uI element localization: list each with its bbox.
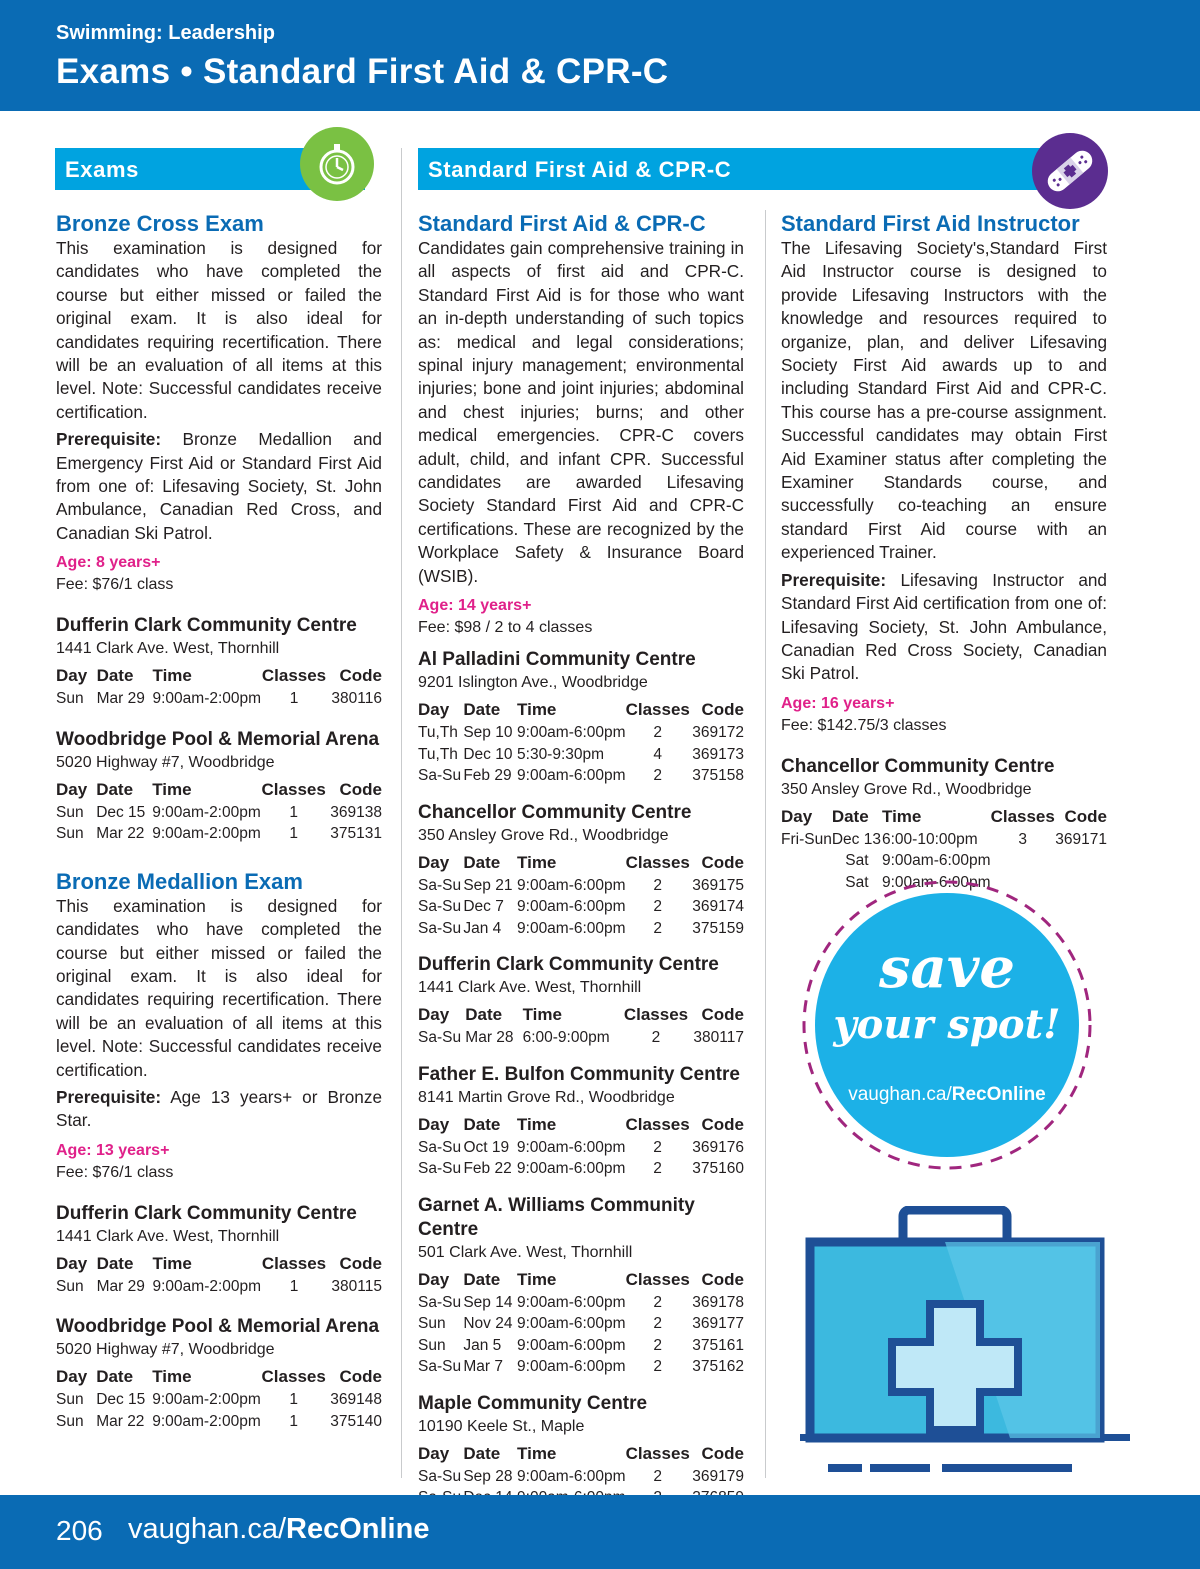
table-row (56, 823, 382, 845)
cell-day: Sa-Su (418, 1358, 462, 1376)
cell-date: Feb 29 (463, 767, 512, 785)
cell-date: Nov 24 (463, 1315, 513, 1333)
cell-time: 9:00am-6:00pm (882, 873, 991, 891)
cell-code: 369174 (692, 898, 744, 916)
cell-classes (991, 850, 1055, 872)
cell-date: Sat (845, 873, 869, 891)
venue-name: Father E. Bulfon Community Centre (418, 1063, 740, 1085)
cell-classes: 1 (289, 825, 298, 843)
header-date: Date (463, 1114, 501, 1134)
instructor-column (781, 211, 1107, 893)
header-time: Time (517, 700, 557, 720)
fee: Fee: $98 / 2 to 4 classes (418, 619, 593, 637)
first-aid-kit-icon (800, 1206, 1134, 1476)
cell-code: 375162 (692, 1358, 744, 1376)
course-title: Bronze Medallion Exam (56, 868, 303, 894)
cell-date: Dec 10 (463, 745, 513, 763)
header-classes: Classes (990, 806, 1055, 826)
cell-date: Sep 14 (463, 1293, 513, 1311)
cell-classes: 2 (653, 1138, 662, 1156)
cell-time: 9:00am-2:00pm (152, 1391, 261, 1409)
page-number: 206 (56, 1515, 103, 1546)
venue-name: Dufferin Clark Community Centre (56, 615, 357, 637)
venue-address: 9201 Islington Ave., Woodbridge (418, 674, 648, 692)
schedule-header-row (781, 805, 1107, 829)
header-day: Day (418, 1114, 450, 1134)
schedule-table (56, 1365, 382, 1432)
cell-classes: 2 (653, 919, 663, 937)
cell-time: 9:00am-6:00pm (517, 919, 626, 937)
schedule-header-row (418, 1113, 744, 1137)
table-row (56, 1389, 382, 1411)
cell-code: 369138 (330, 803, 382, 821)
cell-day: Sa-Su (418, 1138, 462, 1156)
cell-date: Mar 22 (96, 825, 145, 843)
cell-classes: 2 (653, 898, 663, 916)
age-requirement: Age: 16 years+ (781, 694, 895, 712)
fee: Fee: $76/1 class (56, 1163, 174, 1181)
page-header (0, 0, 1200, 111)
cell-code (1055, 850, 1107, 872)
schedule-header-row (418, 851, 744, 875)
cell-code: 369176 (692, 1138, 744, 1156)
cell-day: Tu,Th (418, 724, 458, 742)
header-date: Date (96, 779, 134, 799)
cell-day: Sun (56, 825, 84, 843)
header-time: Time (517, 852, 557, 872)
venue-name: Chancellor Community Centre (781, 755, 1055, 777)
cell-date: Sep 21 (463, 876, 513, 894)
header-code: Code (701, 700, 744, 720)
cell-code: 369148 (330, 1391, 382, 1409)
cell-classes: 4 (653, 745, 663, 763)
cell-time: 9:00am-6:00pm (517, 1293, 626, 1311)
sfa-section-bar (418, 148, 1068, 190)
venue-name: Garnet A. Williams Community Centre (418, 1194, 695, 1240)
cell-code: 369177 (692, 1315, 744, 1333)
schedule-header-row (56, 778, 382, 802)
cell-day: Sa-Su (418, 1160, 462, 1178)
header-time: Time (152, 666, 192, 686)
venue-address: 10190 Keele St., Maple (418, 1417, 585, 1435)
fee: Fee: $76/1 class (56, 576, 174, 594)
header-day: Day (418, 1269, 450, 1289)
venue-name: Maple Community Centre (418, 1392, 648, 1414)
table-row (56, 1411, 382, 1433)
header-day: Day (56, 1367, 88, 1387)
table-row (418, 765, 744, 787)
cell-day: Sa-Su (418, 898, 462, 916)
header-date: Date (96, 1253, 134, 1273)
cell-classes: 2 (653, 767, 663, 785)
table-row (418, 875, 744, 897)
schedule-table (56, 664, 382, 710)
header-date: Date (465, 1005, 503, 1025)
schedule-header-row (56, 1252, 382, 1276)
cell-classes: 1 (289, 690, 299, 708)
cell-classes: 2 (653, 1336, 663, 1354)
header-date: Date (96, 666, 134, 686)
table-row (56, 802, 382, 824)
cell-time: 9:00am-6:00pm (517, 1315, 626, 1333)
sfa-section-label: Standard First Aid & CPR-C (428, 157, 732, 182)
header-classes: Classes (625, 1269, 690, 1289)
cell-time: 5:30-9:30pm (517, 745, 605, 763)
venue-address: 501 Clark Ave. West, Thornhill (418, 1243, 633, 1261)
prerequisite-label: Prerequisite: (781, 569, 887, 590)
table-row (418, 1292, 744, 1314)
header-day: Day (781, 806, 813, 826)
cell-day: Sa-Su (418, 1467, 462, 1485)
cell-classes: 1 (289, 1412, 298, 1430)
cell-time: 9:00am-2:00pm (152, 803, 261, 821)
venue-name: Woodbridge Pool & Memorial Arena (56, 1316, 380, 1338)
table-row (418, 896, 744, 918)
promo-link-prefix: vaughan.ca/ (848, 1084, 952, 1105)
cell-date: Dec 7 (463, 898, 504, 916)
cell-classes: 1 (289, 1391, 298, 1409)
save-your-spot-promo[interactable] (798, 876, 1096, 1174)
cell-date: Mar 29 (96, 690, 145, 708)
cell-date: Mar 29 (96, 1277, 145, 1295)
table-row (56, 688, 382, 710)
cell-code: 369179 (692, 1467, 744, 1485)
cell-time: 9:00am-6:00pm (516, 1160, 626, 1178)
cell-time: 9:00am-6:00pm (517, 767, 626, 785)
table-row (781, 829, 1107, 851)
header-time: Time (152, 1367, 192, 1387)
cell-code: 375131 (330, 825, 382, 843)
venue-address: 1441 Clark Ave. West, Thornhill (418, 979, 642, 997)
cell-time: 9:00am-6:00pm (882, 852, 991, 870)
age-requirement: Age: 14 years+ (418, 597, 532, 615)
venue-address: 1441 Clark Ave. West, Thornhill (56, 1227, 280, 1245)
cell-day: Sa-Su (418, 876, 462, 894)
column-divider (765, 210, 766, 1478)
venue-name: Chancellor Community Centre (418, 801, 692, 823)
header-time: Time (517, 1269, 557, 1289)
header-date: Date (96, 1367, 134, 1387)
header-classes: Classes (625, 1443, 690, 1463)
cell-time: 9:00am-6:00pm (517, 1336, 626, 1354)
header-code: Code (701, 1443, 744, 1463)
cell-classes: 3 (1018, 830, 1028, 848)
cell-time: 9:00am-6:00pm (517, 898, 626, 916)
cell-date: Jan 4 (463, 919, 502, 937)
schedule-table (56, 1252, 382, 1298)
header-day: Day (56, 779, 88, 799)
cell-date: Mar 28 (465, 1029, 514, 1047)
cell-day: Sun (418, 1315, 446, 1333)
cell-code: 380115 (331, 1277, 382, 1295)
prerequisite-label: Prerequisite: (56, 429, 162, 450)
schedule-header-row (418, 1268, 744, 1292)
cell-classes: 2 (653, 876, 663, 894)
cell-code: 369171 (1055, 830, 1107, 848)
header-time: Time (517, 1443, 557, 1463)
course-title: Standard First Aid & CPR-C (418, 211, 706, 236)
cell-time: 9:00am-6:00pm (517, 1467, 626, 1485)
header-code: Code (701, 1114, 744, 1134)
schedule-header-row (418, 1003, 744, 1027)
header-code: Code (701, 852, 744, 872)
course-description: The Lifesaving Society's,Standard First Aid Instructor course is designed to provide Lifesaving Instructors with the knowledge and resources required to organize, plan, and deliver Lifesaving Society First Aid awards up to and including Standard First Aid and CPR-C. This course has a pre-course assignment. Successful candidates may obtain First Aid Examiner status after completing the Examiner Standards course, and successfully co-teaching an ensure standard First Aid course with an experienced Trainer. (781, 238, 1107, 563)
schedule-header-row (418, 698, 744, 722)
age-requirement: Age: 13 years+ (56, 1141, 170, 1159)
table-row (418, 1356, 744, 1378)
header-code: Code (339, 1367, 382, 1387)
cell-classes: 1 (289, 803, 298, 821)
cell-date: Oct 19 (463, 1138, 510, 1156)
cell-day: Sun (56, 1391, 84, 1409)
cell-classes: 2 (653, 724, 663, 742)
cell-date: Mar 7 (463, 1358, 503, 1376)
cell-date: Feb 22 (463, 1160, 512, 1178)
bandage-icon (1032, 133, 1108, 209)
page-title: Exams • Standard First Aid & CPR-C (56, 52, 669, 91)
venue-name: Dufferin Clark Community Centre (56, 1202, 357, 1224)
prerequisite-text: Bronze Medallion and Emergency First Aid or Standard First Aid from one of: Lifesaving Society, St. John Ambulance, Canadian Red Cross, and Canadian Ski Patrol. (56, 429, 382, 543)
cell-day (781, 850, 832, 872)
cell-day: Sun (56, 1277, 84, 1295)
cell-classes: 2 (653, 1315, 663, 1333)
cell-date: Dec 15 (96, 803, 146, 821)
cell-code: 375140 (330, 1412, 382, 1430)
sfa-column (418, 211, 744, 1530)
header-classes: Classes (625, 700, 690, 720)
schedule-header-row (56, 1365, 382, 1389)
course-prerequisite (56, 428, 382, 545)
cell-time: 6:00-9:00pm (522, 1029, 610, 1047)
schedule-table (418, 851, 744, 940)
schedule-table (56, 778, 382, 845)
promo-link-bold: RecOnline (951, 1084, 1046, 1105)
cell-classes: 2 (653, 1467, 663, 1485)
cell-day: Sa-Su (418, 1293, 462, 1311)
cell-classes: 2 (653, 1160, 662, 1178)
header-day: Day (56, 666, 88, 686)
cell-day: Sa-Su (418, 919, 462, 937)
course-title: Bronze Cross Exam (56, 211, 264, 236)
cell-code: 380116 (331, 690, 382, 708)
schedule-table (418, 1003, 744, 1049)
header-day: Day (418, 1005, 450, 1025)
prerequisite-text: Lifesaving Instructor and Standard First Aid certification from one of: Lifesaving Society, St. John Ambulance, Canadian Red Cross Society, Canadian Ski Patrol. (781, 569, 1107, 684)
cell-day: Sun (418, 1336, 446, 1354)
header-time: Time (522, 1005, 562, 1025)
header-subtitle: Swimming: Leadership (56, 22, 275, 44)
footer-link-bold: RecOnline (286, 1513, 430, 1545)
cell-date: Dec 15 (96, 1391, 146, 1409)
venue-name: Dufferin Clark Community Centre (418, 954, 719, 976)
cell-time: 9:00am-6:00pm (516, 1138, 626, 1156)
cell-date: Mar 22 (96, 1412, 145, 1430)
cell-code: 369178 (692, 1293, 744, 1311)
header-classes: Classes (261, 1253, 327, 1273)
age-requirement: Age: 8 years+ (56, 554, 161, 572)
cell-date: Sat (845, 852, 869, 870)
footer-link-prefix: vaughan.ca/ (128, 1513, 287, 1545)
venue-address: 5020 Highway #7, Woodbridge (56, 1341, 275, 1359)
table-row (418, 1137, 744, 1159)
cell-date: Sep 10 (463, 724, 513, 742)
header-date: Date (463, 852, 501, 872)
header-classes: Classes (623, 1005, 689, 1025)
header-classes: Classes (261, 1367, 326, 1387)
cell-code: 369175 (692, 876, 744, 894)
table-row (418, 1313, 744, 1335)
table-row (781, 850, 1107, 872)
column-divider (401, 148, 402, 1478)
cell-code: 369172 (692, 724, 744, 742)
cell-date: Sep 28 (463, 1467, 513, 1485)
cell-code: 380117 (693, 1029, 744, 1047)
header-code: Code (339, 779, 382, 799)
cell-time: 6:00-10:00pm (882, 830, 978, 848)
cell-day: Fri-Sun (781, 830, 832, 848)
cell-classes: 2 (653, 1293, 663, 1311)
prerequisite-text: Age 13 years+ or Bronze Star. (56, 1087, 382, 1131)
header-code: Code (701, 1269, 744, 1289)
promo-link[interactable] (798, 1084, 1096, 1106)
header-code: Code (339, 666, 382, 686)
cell-day: Sun (56, 803, 84, 821)
course-title: Standard First Aid Instructor (781, 211, 1080, 236)
header-code: Code (339, 1253, 382, 1273)
cell-code: 375158 (692, 767, 744, 785)
prerequisite-label: Prerequisite: (56, 1087, 162, 1108)
page-footer (0, 1495, 1200, 1569)
cell-date: Jan 5 (463, 1336, 502, 1354)
header-time: Time (882, 806, 922, 826)
schedule-table (418, 1113, 744, 1180)
header-classes: Classes (261, 666, 327, 686)
cell-code: 375161 (692, 1336, 744, 1354)
header-classes: Classes (261, 779, 326, 799)
table-row (56, 1276, 382, 1298)
cell-day: Sun (56, 690, 84, 708)
header-day: Day (418, 1443, 450, 1463)
table-row (418, 1158, 744, 1180)
schedule-header-row (418, 1442, 744, 1466)
header-day: Day (418, 852, 450, 872)
table-row (418, 722, 744, 744)
table-row (418, 1027, 744, 1049)
cell-classes: 1 (289, 1277, 299, 1295)
table-row (418, 1335, 744, 1357)
footer-link[interactable] (128, 1513, 429, 1546)
header-classes: Classes (625, 1114, 690, 1134)
venue-address: 1441 Clark Ave. West, Thornhill (56, 640, 280, 658)
header-date: Date (831, 806, 869, 826)
exams-section-label: Exams (65, 157, 139, 182)
course-description: This examination is designed for candidates who have completed the course but either missed or failed the original exam. It is also ideal for candidates requiring recertification. There will be an evaluation of all items at this level. Note: Successful candidates receive certification. (56, 238, 382, 422)
course-description: Candidates gain comprehensive training in all aspects of first aid and CPR-C. Standard First Aid is for those who want an in-depth understanding of such topics as: medical and legal considerations; spinal injury management; environmental injuries; bone and joint injuries; abdominal and chest injuries; burns; and other medical emergencies. CPR-C covers adult, child, and infant CPR. Successful candidates are awarded Lifesaving Society Standard First Aid and CPR-C certifications. These are recognized by the Workplace Safety & Insurance Board (WSIB). (418, 238, 744, 586)
venue-name: Woodbridge Pool & Memorial Arena (56, 728, 380, 750)
header-date: Date (463, 1443, 501, 1463)
table-row (418, 1466, 744, 1488)
cell-day: Tu,Th (418, 745, 458, 763)
cell-time: 9:00am-2:00pm (152, 825, 261, 843)
cell-code: 375159 (692, 919, 744, 937)
header-time: Time (152, 1253, 192, 1273)
header-date: Date (463, 700, 501, 720)
cell-time: 9:00am-6:00pm (517, 1358, 626, 1376)
exams-column (56, 211, 382, 1432)
venue-address: 350 Ansley Grove Rd., Woodbridge (418, 826, 669, 844)
cell-time: 9:00am-2:00pm (152, 690, 262, 708)
cell-day: Sun (56, 1412, 84, 1430)
schedule-header-row (56, 664, 382, 688)
schedule-table (418, 698, 744, 787)
table-row (418, 918, 744, 940)
cell-day: Sa-Su (418, 1029, 462, 1047)
cell-day: Sa-Su (418, 767, 462, 785)
stopwatch-icon (300, 127, 374, 201)
venue-address: 5020 Highway #7, Woodbridge (56, 753, 275, 771)
cell-classes: 2 (651, 1029, 661, 1047)
course-prerequisite (781, 569, 1107, 686)
header-time: Time (152, 779, 192, 799)
table-row (418, 744, 744, 766)
cell-time: 9:00am-2:00pm (152, 1277, 262, 1295)
course-prerequisite (56, 1086, 382, 1133)
cell-date: Dec 13 (831, 830, 881, 848)
header-time: Time (516, 1114, 557, 1134)
fee: Fee: $142.75/3 classes (781, 716, 947, 734)
venue-address: 350 Ansley Grove Rd., Woodbridge (781, 780, 1032, 798)
cell-classes: 2 (653, 1358, 663, 1376)
course-description: This examination is designed for candidates who have completed the course but either missed or failed the original exam. It is also ideal for candidates requiring recertification. There will be an evaluation of all items at this level. Note: Successful candidates receive certification. (56, 895, 382, 1080)
header-code: Code (701, 1005, 744, 1025)
header-date: Date (463, 1269, 501, 1289)
header-day: Day (418, 700, 450, 720)
cell-time: 9:00am-6:00pm (517, 724, 626, 742)
venue-address: 8141 Martin Grove Rd., Woodbridge (418, 1088, 675, 1106)
cell-time: 9:00am-6:00pm (517, 876, 626, 894)
promo-save-text: save (879, 935, 1015, 1001)
header-classes: Classes (625, 852, 690, 872)
promo-your-spot-text: your spot! (833, 1001, 1061, 1048)
header-day: Day (56, 1253, 88, 1273)
cell-code: 375160 (692, 1160, 744, 1178)
cell-time: 9:00am-2:00pm (152, 1412, 261, 1430)
cell-code: 369173 (692, 745, 744, 763)
schedule-table (418, 1268, 744, 1378)
venue-name: Al Palladini Community Centre (418, 649, 696, 671)
header-code: Code (1064, 806, 1107, 826)
